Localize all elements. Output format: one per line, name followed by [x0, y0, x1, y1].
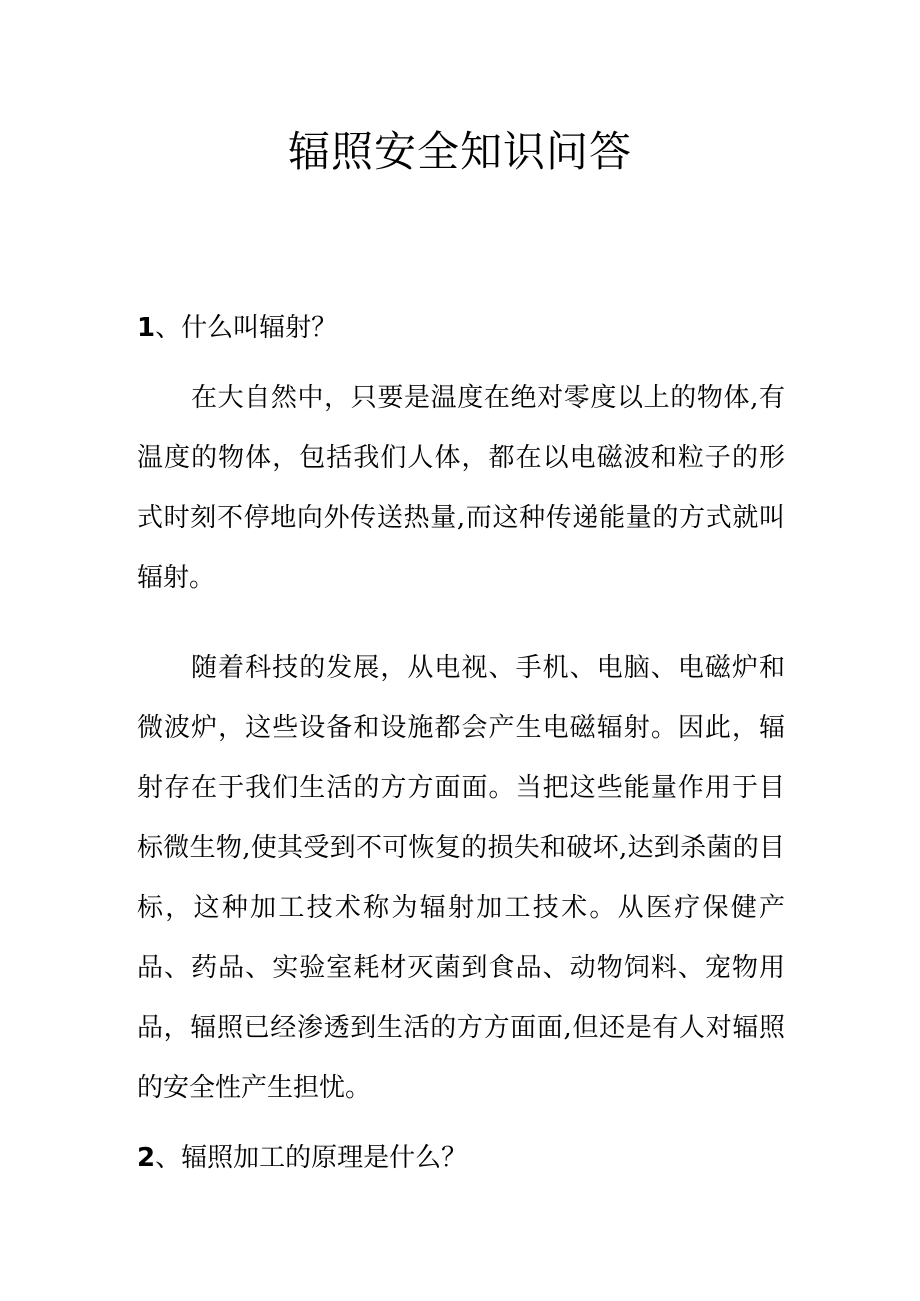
spacer [137, 358, 785, 368]
question-heading-2 [137, 1128, 785, 1188]
question-text: 、什么叫辐射？ [155, 313, 338, 343]
question-number: 1 [137, 313, 156, 343]
question-text: 、辐照加工的原理是什么？ [155, 1143, 468, 1173]
spacer [137, 1118, 785, 1128]
document-title: 辐照安全知识问答 [287, 127, 632, 176]
answer-paragraph: 在大自然中，只要是温度在绝对零度以上的物体,有温度的物体，包括我们人体，都在以电磁波和粒子的形式时刻不停地向外传送热量,而这种传递能量的方式就叫辐射。 [137, 383, 785, 593]
spacer [137, 608, 785, 638]
answer-paragraph: 随着科技的发展，从电视、手机、电脑、电磁炉和微波炉，这些设备和设施都会产生电磁辐射。因此，辐射存在于我们生活的方方面面。当把这些能量作用于目标微生物,使其受到不可恢复的损失和破坏,达到杀菌的目标，这种加工技术称为辐射加工技术。从医疗保健产品、药品、实验室耗材灭菌到食品、动物饲料、宠物用品，辐照已经渗透到生活的方方面面,但还是有人对辐照的安全性产生担忧。 [137, 653, 785, 1103]
question-heading-1 [137, 298, 785, 358]
document-body [137, 298, 785, 1188]
question-number: 2 [137, 1143, 156, 1173]
